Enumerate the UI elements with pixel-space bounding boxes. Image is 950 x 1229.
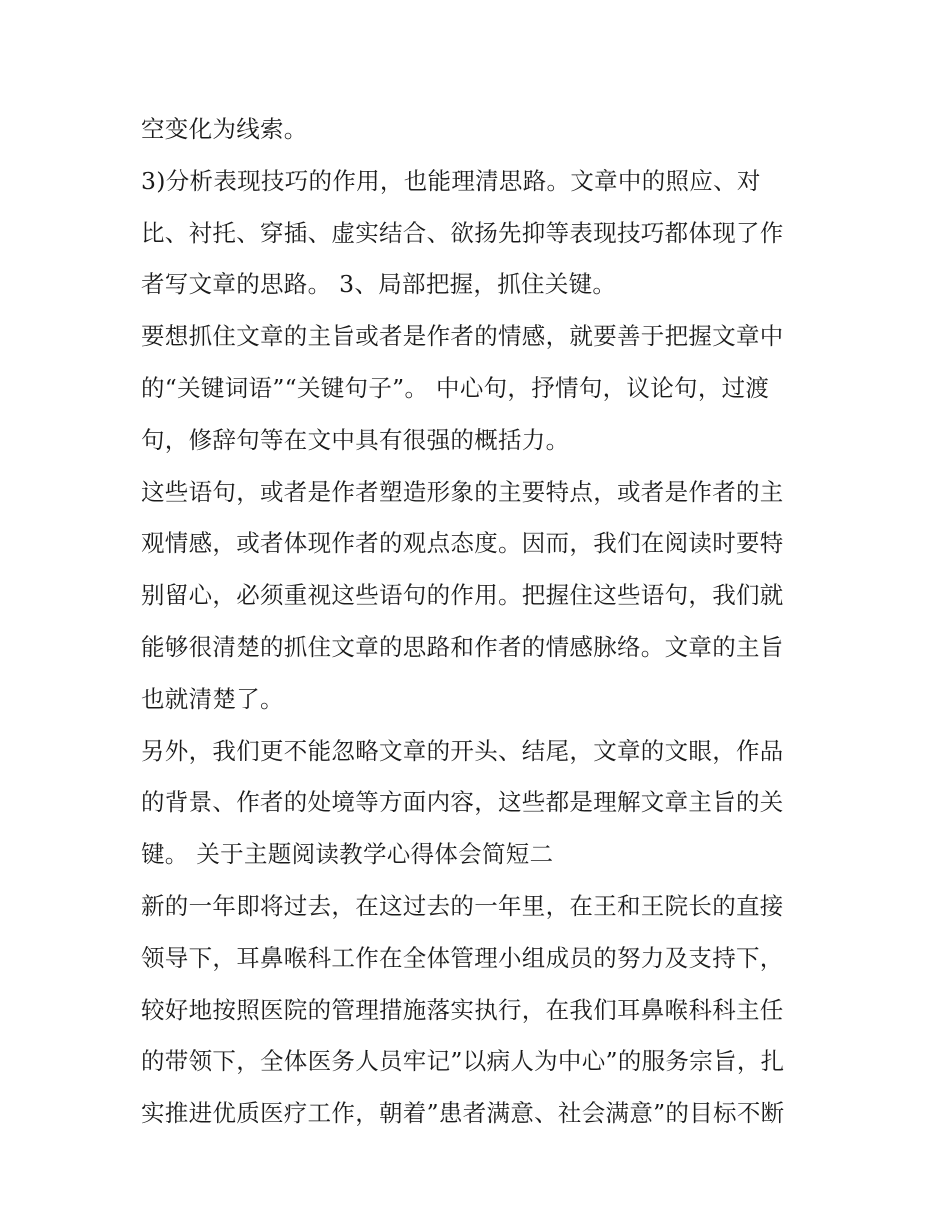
text-line: 也就清楚了。 xyxy=(141,685,284,713)
text-line: 观情感，或者体现作者的观点态度。因而，我们在阅读时要特 xyxy=(141,529,784,557)
text-line: 3)分析表现技巧的作用，也能理清思路。文章中的照应、对 xyxy=(141,167,761,195)
text-line: 的背景、作者的处境等方面内容，这些都是理解文章主旨的关 xyxy=(141,788,784,816)
text-line: 能够很清楚的抓住文章的思路和作者的情感脉络。文章的主旨 xyxy=(141,633,784,661)
text-line: 别留心，必须重视这些语句的作用。把握住这些语句，我们就 xyxy=(141,581,784,609)
text-line: 较好地按照医院的管理措施落实执行，在我们耳鼻喉科科主任 xyxy=(141,996,784,1024)
text-line: 领导下，耳鼻喉科工作在全体管理小组成员的努力及支持下， xyxy=(141,944,784,972)
text-line: 比、衬托、穿插、虚实结合、欲扬先抑等表现技巧都体现了作 xyxy=(141,219,784,247)
text-line: 这些语句，或者是作者塑造形象的主要特点，或者是作者的主 xyxy=(141,478,784,506)
text-line: 键。 关于主题阅读教学心得体会简短二 xyxy=(141,840,554,868)
text-line: 另外，我们更不能忽略文章的开头、结尾，文章的文眼，作品 xyxy=(141,737,784,765)
text-line: 的“关键词语”“关键句子”。 中心句，抒情句，议论句，过渡 xyxy=(141,374,770,402)
text-line: 实推进优质医疗工作，朝着”患者满意、社会满意”的目标不断 xyxy=(141,1099,785,1127)
text-line: 要想抓住文章的主旨或者是作者的情感，就要善于把握文章中 xyxy=(141,322,784,350)
text-line: 者写文章的思路。 3、局部把握，抓住关键。 xyxy=(141,270,617,298)
text-line: 的带领下，全体医务人员牢记”以病人为中心”的服务宗旨，扎 xyxy=(141,1047,785,1075)
text-line: 句，修辞句等在文中具有很强的概括力。 xyxy=(141,426,570,454)
text-line: 新的一年即将过去，在这过去的一年里，在王和王院长的直接 xyxy=(141,892,784,920)
text-line: 空变化为线索。 xyxy=(141,115,308,143)
